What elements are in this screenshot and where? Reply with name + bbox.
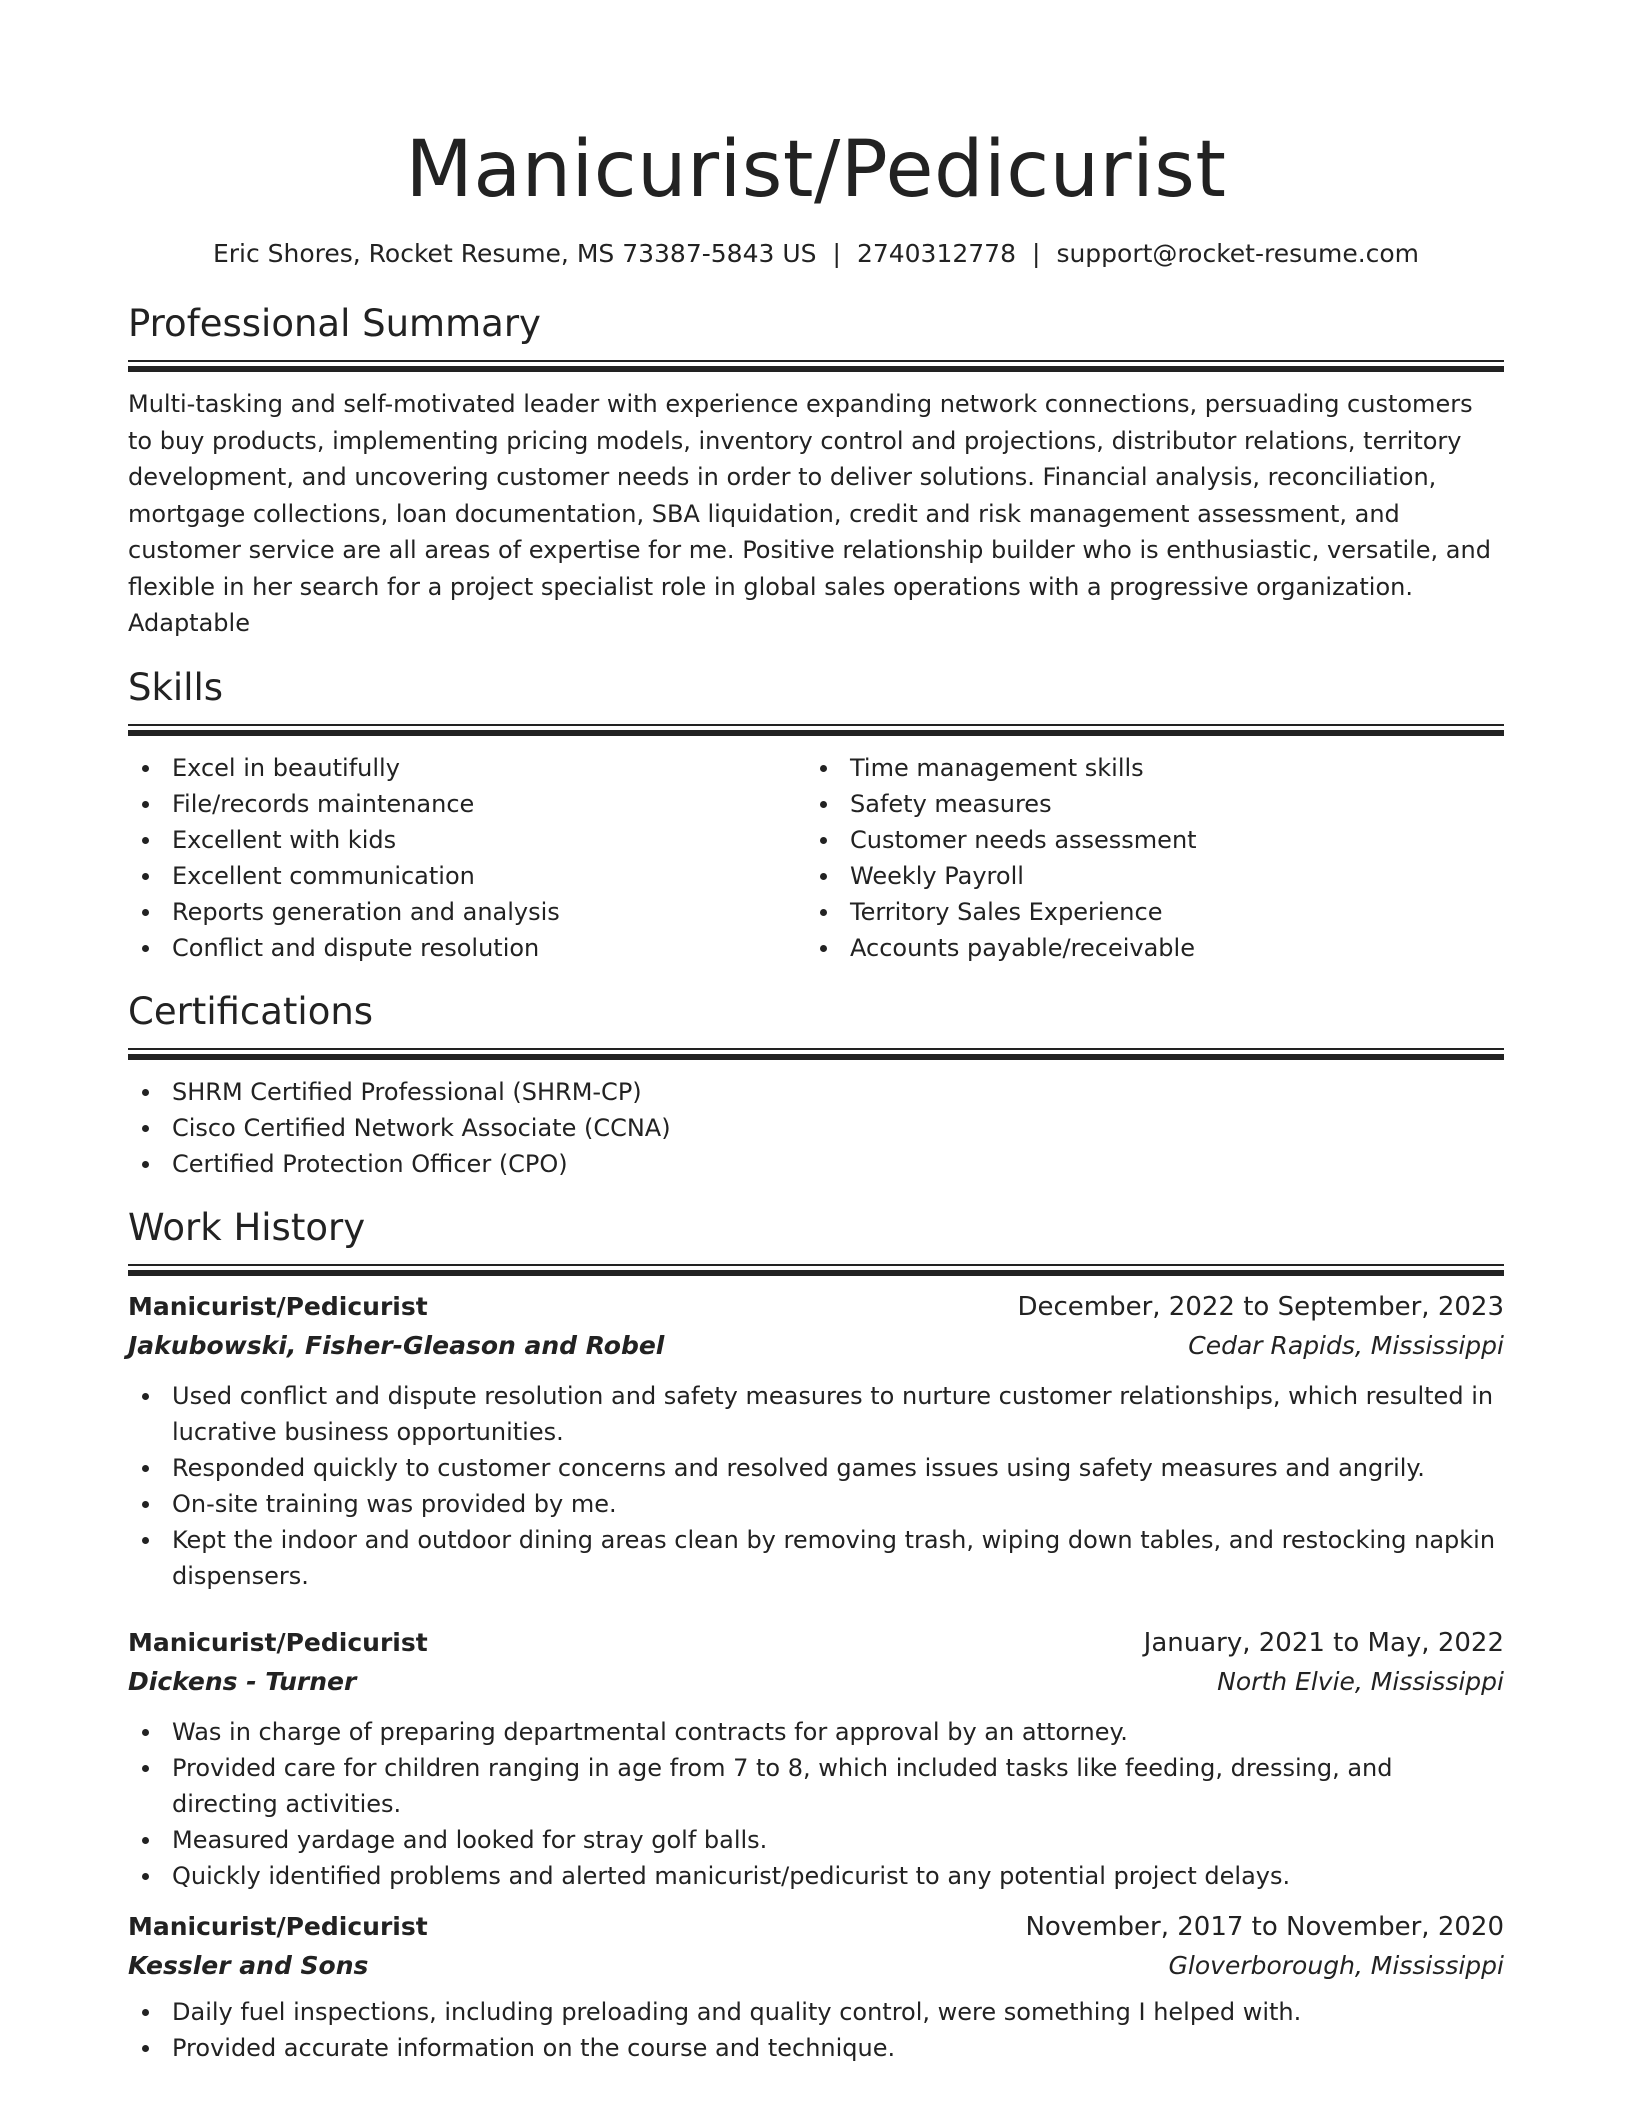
certification-item: SHRM Certified Professional (SHRM-CP) <box>128 1074 1504 1110</box>
job-title: Manicurist/Pedicurist <box>128 1911 428 1941</box>
skill-item: Weekly Payroll <box>806 858 1484 894</box>
contact-email: support@rocket-resume.com <box>1056 239 1420 268</box>
contact-separator: | <box>1032 239 1041 268</box>
skills-section <box>128 664 1504 966</box>
job-entry <box>128 1624 1504 1894</box>
contact-phone: 2740312778 <box>856 239 1016 268</box>
section-title-skills: Skills <box>128 665 224 709</box>
skill-item: Time management skills <box>806 750 1484 786</box>
section-title-certifications: Certifications <box>128 989 374 1033</box>
job-subheader <box>128 1946 1504 1986</box>
job-bullet: On-site training was provided by me. <box>128 1486 1504 1522</box>
skill-item: File/records maintenance <box>128 786 806 822</box>
contact-address: Eric Shores, Rocket Resume, MS 73387-5843 US <box>212 239 817 268</box>
job-bullets <box>128 1994 1504 2066</box>
job-bullet: Responded quickly to customer concerns and resolved games issues using safety measures and angrily. <box>128 1450 1504 1486</box>
job-location: Cedar Rapids, Mississippi <box>1188 1330 1504 1360</box>
skill-item: Excellent with kids <box>128 822 806 858</box>
job-bullet: Provided accurate information on the course and technique. <box>128 2030 1504 2066</box>
job-bullet: Quickly identified problems and alerted manicurist/pedicurist to any potential project delays. <box>128 1858 1504 1894</box>
job-entry <box>128 1288 1504 1594</box>
skill-item: Excel in beautifully <box>128 750 806 786</box>
skill-item: Reports generation and analysis <box>128 894 806 930</box>
skills-grid <box>128 750 1504 966</box>
certifications-list <box>128 1074 1504 1182</box>
job-bullet: Measured yardage and looked for stray golf balls. <box>128 1822 1504 1858</box>
summary-section <box>128 300 1504 642</box>
job-entry <box>128 1908 1504 2066</box>
job-company: Jakubowski, Fisher-Gleason and Robel <box>128 1330 665 1360</box>
job-bullet: Used conflict and dispute resolution and safety measures to nurture customer relationships, which resulted in lucrative business opportunities. <box>128 1378 1504 1450</box>
job-bullets <box>128 1378 1504 1594</box>
job-bullets <box>128 1714 1504 1894</box>
job-title: Manicurist/Pedicurist <box>128 1627 428 1657</box>
section-title-summary: Professional Summary <box>128 302 541 345</box>
job-dates: December, 2022 to September, 2023 <box>1017 1291 1504 1322</box>
job-subheader <box>128 1662 1504 1702</box>
skill-item: Excellent communication <box>128 858 806 894</box>
skills-list-right <box>806 750 1484 966</box>
skill-item: Customer needs assessment <box>806 822 1484 858</box>
job-bullet: Daily fuel inspections, including preloading and quality control, were something I helped with. <box>128 1994 1504 2030</box>
skill-item: Conflict and dispute resolution <box>128 930 806 966</box>
job-location: North Elvie, Mississippi <box>1217 1666 1504 1696</box>
contact-separator: | <box>832 239 841 268</box>
job-dates: November, 2017 to November, 2020 <box>1025 1911 1504 1942</box>
section-divider <box>128 1264 1504 1276</box>
job-dates: January, 2021 to May, 2022 <box>1143 1627 1504 1658</box>
job-header <box>128 1908 1504 1946</box>
section-divider <box>128 724 1504 736</box>
certifications-section <box>128 988 1504 1182</box>
skill-item: Territory Sales Experience <box>806 894 1484 930</box>
job-bullet: Provided care for children ranging in age from 7 to 8, which included tasks like feeding, dressing, and directing activities. <box>128 1750 1504 1822</box>
job-company: Dickens - Turner <box>128 1666 357 1696</box>
job-header <box>128 1288 1504 1326</box>
contact-line <box>128 236 1504 272</box>
job-location: Gloverborough, Mississippi <box>1168 1950 1504 1980</box>
skill-item: Safety measures <box>806 786 1484 822</box>
job-company: Kessler and Sons <box>128 1950 369 1980</box>
resume-name: Manicurist/Pedicurist <box>405 125 1227 215</box>
work-history-section <box>128 1204 1504 2066</box>
section-divider <box>128 1048 1504 1060</box>
job-subheader <box>128 1326 1504 1366</box>
job-header <box>128 1624 1504 1662</box>
section-title-work-history: Work History <box>128 1205 366 1249</box>
summary-text: Multi-tasking and self-motivated leader with experience expanding network connections, persuading customers to buy products, implementing pricing models, inventory control and projections, distributor relations, territory development, and uncovering customer needs in order to deliver solutions. Financial analysis, reconciliation, mortgage collections, loan documentation, SBA liquidation, credit and risk management assessment, and customer service are all areas of expertise for me. Positive relationship builder who is enthusiastic, versatile, and flexible in her search for a project specialist role in global sales operations with a progressive organization. Adaptable <box>128 390 1491 637</box>
certification-item: Cisco Certified Network Associate (CCNA) <box>128 1110 1504 1146</box>
job-bullet: Kept the indoor and outdoor dining areas clean by removing trash, wiping down tables, and restocking napkin dispensers. <box>128 1522 1504 1594</box>
job-title: Manicurist/Pedicurist <box>128 1291 428 1321</box>
certification-item: Certified Protection Officer (CPO) <box>128 1146 1504 1182</box>
skill-item: Accounts payable/receivable <box>806 930 1484 966</box>
job-bullet: Was in charge of preparing departmental contracts for approval by an attorney. <box>128 1714 1504 1750</box>
skills-list-left <box>128 750 806 966</box>
section-divider <box>128 360 1504 372</box>
